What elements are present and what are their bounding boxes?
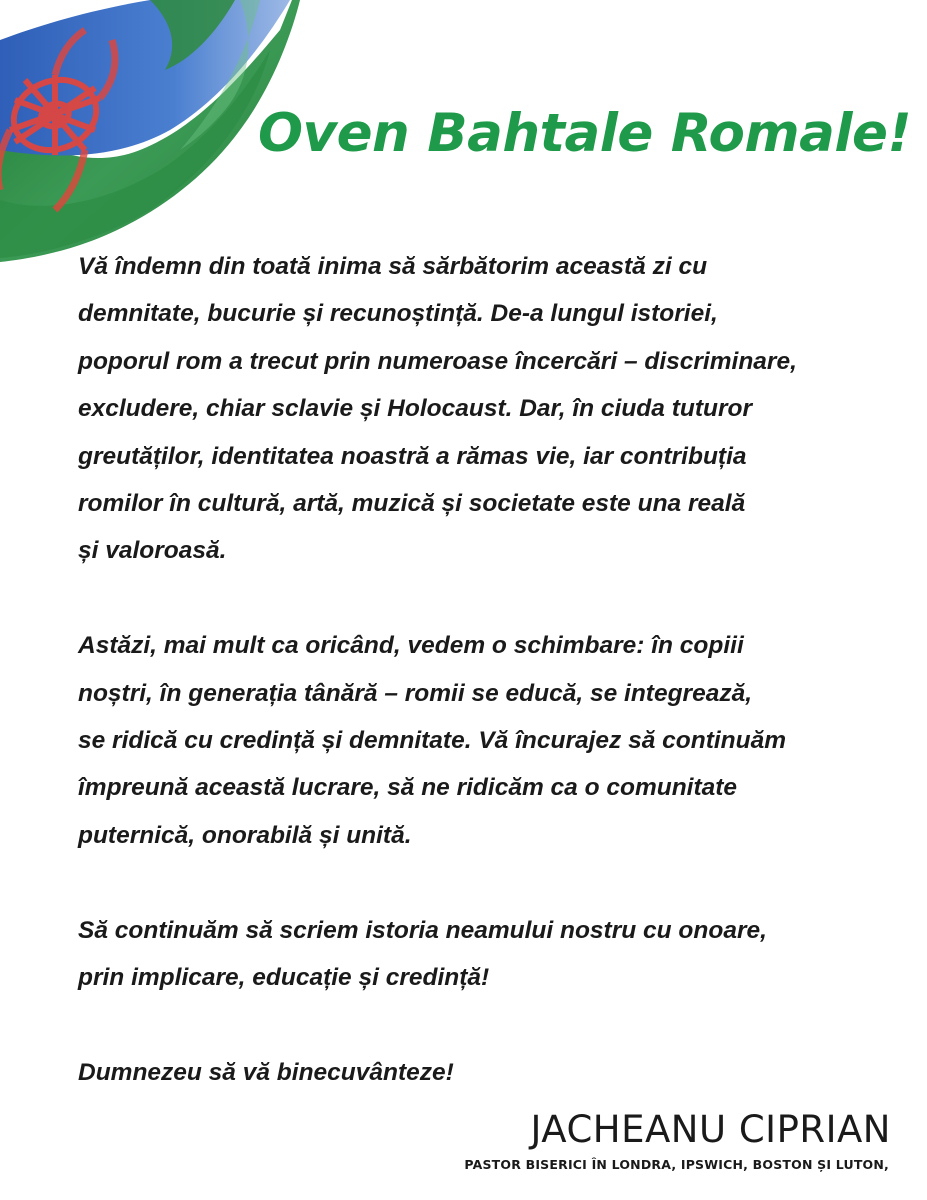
message-line: Dumnezeu să vă binecuvânteze! <box>78 1058 454 1086</box>
message-line: poporul rom a trecut prin numeroase încercări – discriminare, <box>78 347 797 375</box>
page-title: Oven Bahtale Romale! <box>258 103 912 164</box>
signature-name: JACHEANU CIPRIAN <box>530 1108 891 1151</box>
signature-role: PASTOR BISERICI ÎN LONDRA, IPSWICH, BOSTON ȘI LUTON, <box>464 1157 889 1172</box>
message-paragraph-3 <box>78 907 908 1002</box>
message-line: romilor în cultură, artă, muzică și societate este una reală <box>78 490 746 518</box>
message-line: greutăților, identitatea noastră a rămas vie, iar contribuția <box>78 442 747 470</box>
message-line: și valoroasă. <box>78 537 227 565</box>
message-body <box>78 243 908 1144</box>
message-line: împreună această lucrare, să ne ridicăm ca o comunitate <box>78 774 738 802</box>
message-paragraph-4 <box>78 1049 908 1096</box>
romani-flag-icon <box>0 0 300 262</box>
message-paragraph-1 <box>78 243 908 575</box>
message-line: demnitate, bucurie și recunoștință. De-a lungul istoriei, <box>78 300 718 328</box>
message-line: Să continuăm să scriem istoria neamului nostru cu onoare, <box>78 916 767 944</box>
message-line: noștri, în generația tânără – romii se educă, se integrează, <box>78 679 753 707</box>
message-line: puternică, onorabilă și unită. <box>78 821 412 849</box>
message-line: prin implicare, educație și credință! <box>78 964 490 992</box>
message-line: Vă îndemn din toată inima să sărbătorim această zi cu <box>78 253 708 280</box>
message-line: Astăzi, mai mult ca oricând, vedem o schimbare: în copiii <box>78 632 744 660</box>
message-paragraph-2 <box>78 622 908 859</box>
message-line: excludere, chiar sclavie și Holocaust. Dar, în ciuda tuturor <box>78 395 752 423</box>
message-line: se ridică cu credință și demnitate. Vă încurajez să continuăm <box>78 727 787 755</box>
